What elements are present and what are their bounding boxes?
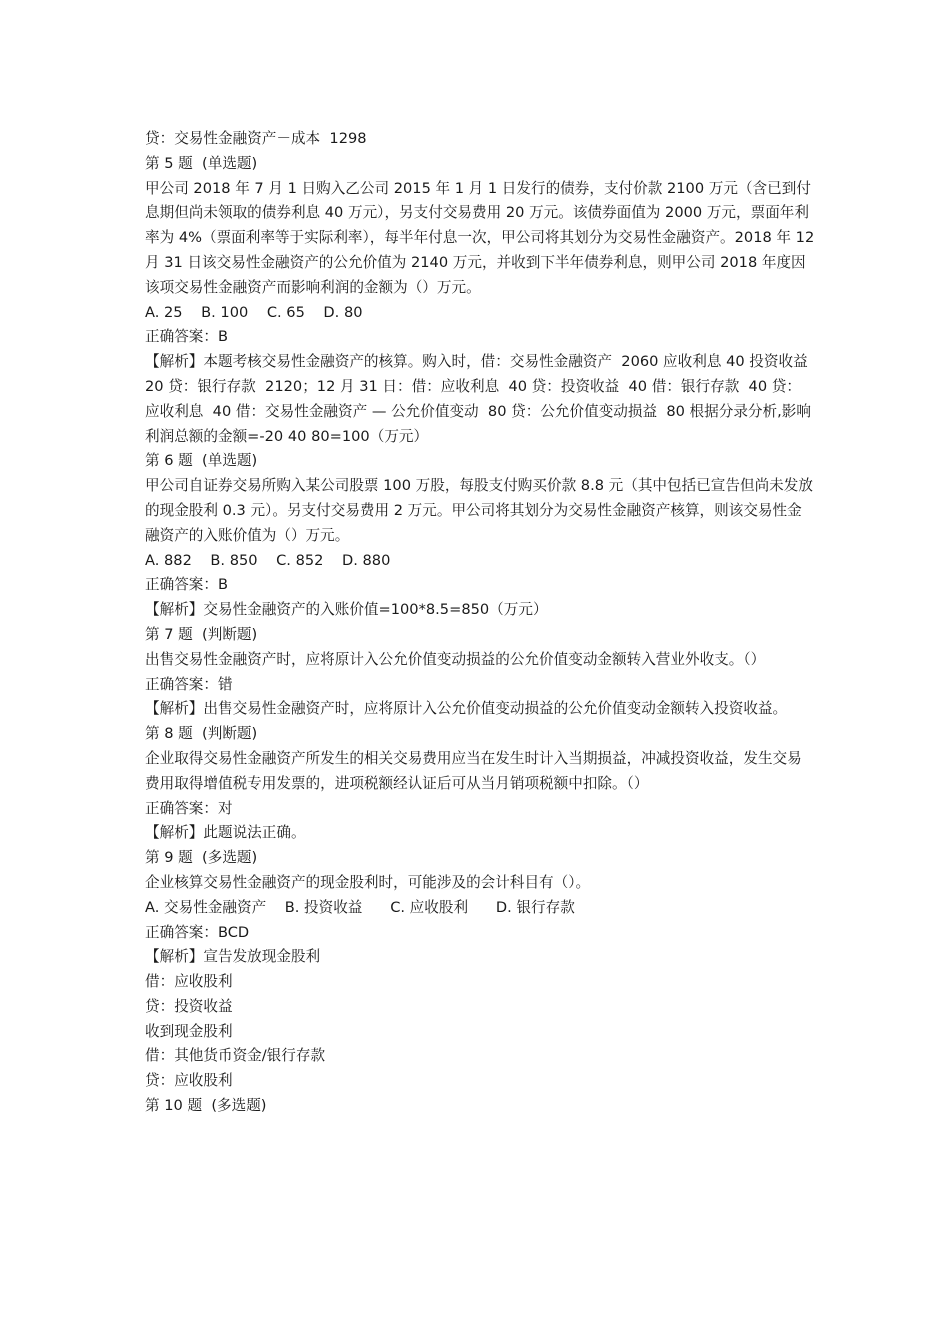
question-9-entry-line: 借：其他货币资金/银行存款 — [145, 1047, 326, 1065]
question-8-text: 企业取得交易性金融资产所发生的相关交易费用应当在发生时计入当期损益，冲减投资收益，发生交易费用取得增值税专用发票的，进项税额经认证后可从当月销项税额中扣除。（） — [145, 749, 802, 792]
question-5-heading: 第 5 题 (单选题) — [145, 154, 258, 172]
credit-entry-line: 贷：交易性金融资产－成本 1298 — [145, 130, 367, 147]
question-7-analysis: 【解析】出售交易性金融资产时，应将原计入公允价值变动损益的公允价值变动金额转入投资收益。 — [145, 700, 788, 718]
question-9-heading: 第 9 题 (多选题) — [145, 849, 258, 867]
question-6-text: 甲公司自证券交易所购入某公司股票 100 万股，每股支付购买价款 8.8 元（其中包括已宣告但尚未发放的现金股利 0.3 元）。另支付交易费用 2 万元。甲公司将其划分为交易性金融资产核算，则该交易性金融资产的入账价值为（）万元。 — [145, 477, 813, 544]
question-6-analysis: 【解析】交易性金融资产的入账价值=100*8.5=850（万元） — [145, 601, 548, 619]
document-body — [145, 127, 819, 1119]
question-9-options: A. 交易性金融资产 B. 投资收益 C. 应收股利 D. 银行存款 — [145, 898, 575, 916]
question-8-analysis: 【解析】此题说法正确。 — [145, 824, 306, 842]
question-6-heading: 第 6 题 (单选题) — [145, 452, 258, 470]
question-10-heading: 第 10 题 (多选题) — [145, 1097, 267, 1115]
question-9-analysis: 【解析】宣告发放现金股利 — [145, 948, 321, 966]
question-9-text: 企业核算交易性金融资产的现金股利时，可能涉及的会计科目有（）。 — [145, 873, 591, 891]
question-7-heading: 第 7 题 (判断题) — [145, 625, 258, 643]
question-9-answer: 正确答案：BCD — [145, 923, 250, 941]
question-7-answer: 正确答案：错 — [145, 675, 233, 693]
question-7-text: 出售交易性金融资产时，应将原计入公允价值变动损益的公允价值变动金额转入营业外收支。（） — [145, 650, 766, 668]
question-5-answer: 正确答案：B — [145, 328, 228, 346]
question-6-answer: 正确答案：B — [145, 576, 228, 594]
question-6-options: A. 882 B. 850 C. 852 D. 880 — [145, 551, 391, 569]
question-8-heading: 第 8 题 (判断题) — [145, 725, 258, 743]
question-9-entry-line: 借：应收股利 — [145, 973, 233, 991]
question-9-entry-line: 贷：投资收益 — [145, 997, 233, 1015]
question-5-analysis: 【解析】本题考核交易性金融资产的核算。购入时，借：交易性金融资产 2060 应收利息 40 投资收益 20 贷：银行存款 2120；12 月 31 日：借：应收利息 40 贷：投资收益 40 借：银行存款 40 贷：应收利息 40 借：交易性金融资产 — 公允价值变动 80 贷：公允价值变动损益 80 根据分录分析,影响利润总额的金额=-20 40 80=100（万元） — [145, 353, 817, 445]
question-5-text: 甲公司 2018 年 7 月 1 日购入乙公司 2015 年 1 月 1 日发行的债券，支付价款 2100 万元（含已到付息期但尚未领取的债券利息 40 万元），另支付交易费用 20 万元。该债券面值为 2000 万元，票面年利率为 4%（票面利率等于实际利率），每半年付息一次，甲公司将其划分为交易性金融资产。2018 年 12 月 31 日该交易性金融资产的公允价值为 2140 万元，并收到下半年债券利息，则甲公司 2018 年度因该项交易性金融资产而影响利润的金额为（）万元。 — [145, 179, 819, 296]
question-8-answer: 正确答案：对 — [145, 799, 233, 817]
question-9-entry-line: 收到现金股利 — [145, 1022, 233, 1040]
question-5-options: A. 25 B. 100 C. 65 D. 80 — [145, 303, 363, 321]
question-9-entry-line: 贷：应收股利 — [145, 1072, 233, 1090]
